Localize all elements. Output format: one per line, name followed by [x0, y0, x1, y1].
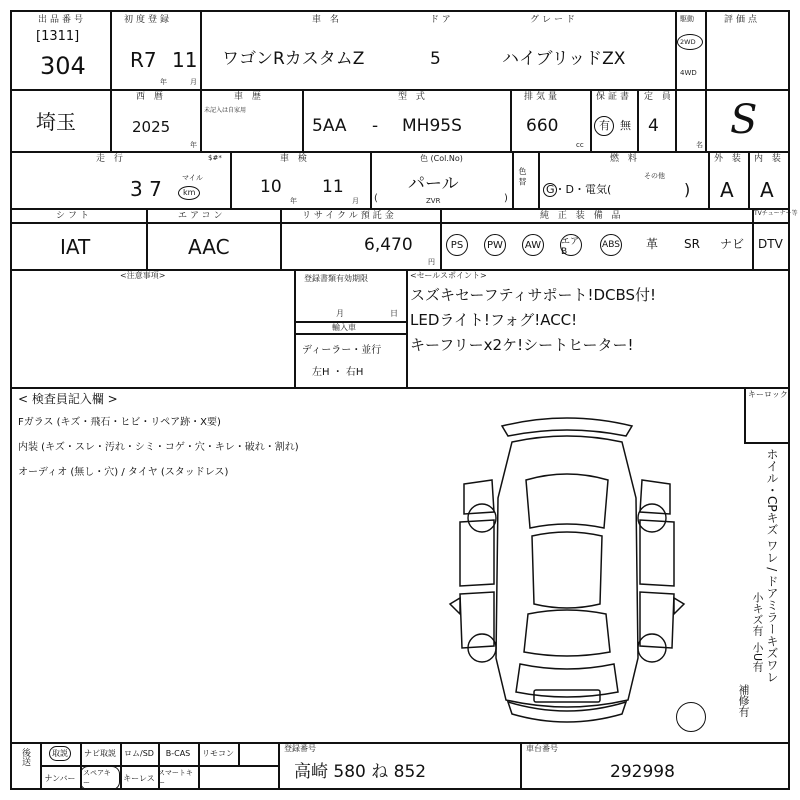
sales-line-2: LEDライト!フォグ!ACC!: [410, 311, 578, 329]
drive-2wd: 2WD: [680, 38, 696, 46]
fuel-close: ): [684, 180, 691, 199]
mileage-flag: $#*: [208, 154, 222, 162]
inspection-month-unit: 月: [352, 197, 359, 205]
year-unit-2: 年: [190, 141, 197, 149]
side-note-small-dent: 小U有: [751, 642, 764, 673]
warranty-label: 保証書: [596, 92, 633, 102]
row-divider: [12, 151, 788, 153]
fuel-other: その他: [644, 172, 665, 180]
item-spare-key: スペアキー: [80, 766, 120, 790]
yen-unit: 円: [428, 258, 435, 266]
warranty-yes: 有: [599, 119, 610, 132]
item-rom-sd: ロム/SD: [124, 749, 154, 758]
reg-deadline-label: 登録書類有効期限: [304, 274, 368, 283]
warranty-no: 無: [620, 119, 631, 132]
equipment-airbag: エアB: [560, 234, 582, 256]
side-note-small-scratch: 小キズ有: [751, 592, 764, 636]
auction-sheet: 出品番号 [1311] 304 初度登録 R7 11 年 月 車 名 ワゴンRカスタムZ ドア 5 グレード ハイブリッドZX 駆動 2WD 4WD 評価点 S 埼玉 西 暦 2025 年 車 歴 未記入は自家用 型 式 5AA - MH95S 排気量 660 cc 保証書 有 無 定 員 4 名 走 行 $#* 3 7 マイル km 車 検 10 年 11 月 色 (Col.No) パール ZVR ( ) 色 替 燃 料 G・D・電気( その他 ) 外 装 A 内 装 A シフト IAT エアコン AAC リサイクル預託金 6,470 円 純 正 装 備 品 TVチューナー等 PS PW AW エアB ABS 革 SR ナビ DTV <注意事項> 登録書類有効期限 月 日 輸入車 ディーラー・並行 左H ・ 右H <セールスポイント> スズキセーフティサポート!DCBS付! LEDライト!フォグ!ACC! キーフリーx2ケ!シートヒーター! < 検査員記入欄 > Fガラス (キズ・飛石・ヒビ・リペア跡・X要) 内装 (キズ・スレ・汚れ・シミ・コゲ・穴・キレ・破れ・割れ) オーディオ (無し・穴) / タイヤ (スタッドレス) キーロック ホイル・CPキズ ワレ / ドアミラーキズワレ 小キズ有 小U有 補修有 後送 取説 ナビ取説 ロム/SD B-CAS リモコン ナンバー スペアキー キーレス スマートキー 登録番号 高崎 580 ね 852 車台番号 292998: [10, 10, 790, 790]
doors: 5: [430, 49, 441, 69]
exterior-grade: A: [720, 178, 734, 202]
capacity: 4: [648, 116, 659, 136]
venue-code: [1311]: [36, 29, 80, 44]
shift: IAT: [60, 235, 91, 259]
grade-label: グレード: [530, 15, 579, 25]
equipment-leather: 革: [646, 237, 659, 251]
shift-label: シフト: [56, 211, 93, 221]
recycle-fee: 6,470: [364, 235, 413, 255]
chassis: 292998: [610, 762, 675, 782]
row-divider: [12, 208, 788, 210]
car-name: ワゴンRカスタムZ: [222, 49, 365, 69]
post-label: 後送: [20, 748, 30, 766]
row-divider: [12, 387, 788, 389]
first-reg-label: 初度登録: [124, 15, 173, 25]
keylock-label: キーロック: [748, 390, 788, 399]
item-smart-key: スマートキー: [158, 769, 193, 787]
lot-number: 304: [40, 52, 86, 80]
equipment-label: 純 正 装 備 品: [540, 211, 624, 221]
item-remote: リモコン: [202, 749, 234, 758]
plate-label: 登録番号: [284, 744, 316, 753]
history-note: 未記入は自家用: [204, 107, 247, 114]
first-reg-era: R7: [130, 48, 157, 72]
interior-grade: A: [760, 178, 774, 202]
equipment-navi: ナビ: [720, 237, 745, 251]
inspection-label: 車 検: [280, 154, 310, 164]
caution-label: <注意事項>: [120, 271, 166, 280]
side-note-repair: 補修有: [737, 684, 750, 717]
car-name-label: 車 名: [312, 15, 342, 25]
displacement: 660: [526, 116, 559, 136]
model-sep: -: [372, 116, 379, 136]
color-change-label: 色 替: [518, 167, 527, 186]
item-bcas: B-CAS: [165, 749, 191, 758]
inspection-year-unit: 年: [290, 197, 297, 205]
inspection-line-3: オーディオ (無し・穴) / タイヤ (スタッドレス): [18, 467, 229, 478]
aircon-label: エアコン: [178, 211, 226, 221]
item-keyless: キーレス: [123, 773, 155, 783]
equipment-dtv: DTV: [758, 237, 783, 251]
fuel-options: G・D・電気(: [546, 183, 612, 196]
inspection-line-2: 内装 (キズ・スレ・汚れ・シミ・コゲ・穴・キレ・破れ・割れ): [18, 442, 299, 453]
cc-unit: cc: [576, 141, 584, 149]
inspection-month: 11: [322, 177, 344, 197]
aircon: AAC: [188, 235, 230, 259]
equipment-aw: AW: [522, 234, 544, 256]
side-note-wheel-mirror: ホイル・CPキズ ワレ / ドアミラーキズワレ: [765, 448, 779, 684]
sales-label: <セールスポイント>: [410, 271, 487, 280]
western-year: 2025: [132, 118, 171, 136]
prefecture: 埼玉: [36, 110, 76, 134]
item-manual: 取説: [40, 742, 80, 765]
score-label: 評価点: [724, 15, 761, 25]
spare-tire-mark: [676, 702, 706, 732]
inspection-line-1: Fガラス (キズ・飛石・ヒビ・リペア跡・X要): [18, 417, 221, 428]
grade: ハイブリッドZX: [502, 49, 626, 69]
reg-day-unit: 日: [390, 309, 398, 318]
exterior-label: 外 装: [714, 154, 744, 164]
model-code: MH95S: [402, 116, 462, 136]
score: S: [730, 97, 758, 143]
tv-label: TVチューナー等: [754, 210, 798, 217]
item-number-plate: ナンバー: [44, 773, 76, 783]
month-unit: 月: [190, 78, 197, 86]
item-navi-manual: ナビ取説: [84, 749, 116, 758]
import-dealer: ディーラー・並行: [302, 345, 382, 356]
model-prefix: 5AA: [312, 116, 347, 136]
color-code: ZVR: [426, 197, 441, 205]
equipment-pw: PW: [484, 234, 506, 256]
recycle-label: リサイクル預託金: [302, 211, 397, 221]
import-label: 輸入車: [332, 323, 356, 332]
row-divider: [12, 89, 788, 91]
fuel-label: 燃 料: [610, 154, 640, 164]
capacity-label: 定 員: [644, 92, 674, 102]
color: パール: [408, 174, 459, 194]
capacity-unit: 名: [696, 141, 703, 149]
mileage-label: 走 行: [96, 154, 126, 164]
model-label: 型 式: [398, 92, 428, 102]
km-label: km: [183, 188, 196, 197]
mileage: 3 7: [130, 177, 162, 201]
drive-label: 駆動: [680, 15, 694, 23]
color-label: 色 (Col.No): [420, 154, 463, 163]
first-reg-month: 11: [172, 48, 198, 72]
doors-label: ドア: [430, 15, 454, 25]
chassis-label: 車台番号: [526, 744, 558, 753]
western-year-label: 西 暦: [136, 92, 166, 102]
mile-label: マイル: [182, 174, 203, 182]
venue-label: 出品番号: [38, 15, 87, 25]
equipment-ps: PS: [446, 234, 468, 256]
inspection-section-label: < 検査員記入欄 >: [18, 392, 118, 406]
sales-line-3: キーフリーx2ケ!シートヒーター!: [410, 336, 634, 354]
year-unit: 年: [160, 78, 167, 86]
equipment-abs: ABS: [600, 234, 622, 256]
displacement-label: 排気量: [524, 92, 561, 102]
interior-label: 内 装: [754, 154, 784, 164]
reg-month-unit: 月: [336, 309, 344, 318]
equipment-sr: SR: [684, 237, 700, 251]
plate: 高崎 580 ね 852: [294, 762, 427, 782]
sales-line-1: スズキセーフティサポート!DCBS付!: [410, 286, 657, 304]
drive-4wd: 4WD: [680, 69, 697, 77]
inspection-year: 10: [260, 177, 282, 197]
history-label: 車 歴: [234, 92, 264, 102]
import-handle: 左H ・ 右H: [312, 367, 364, 378]
car-diagram: [442, 408, 692, 738]
